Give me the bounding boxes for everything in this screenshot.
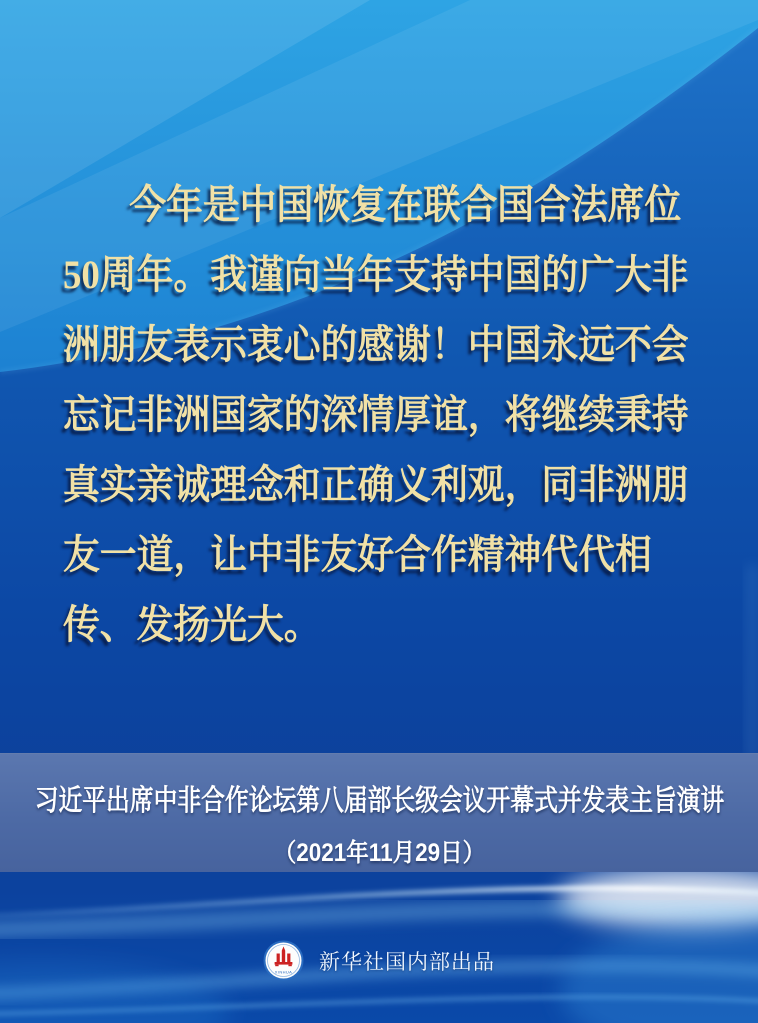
- logo-ring-text: XINHUA: [274, 969, 293, 975]
- quote-line-4: 忘记非洲国家的深情厚谊，将继续秉持: [63, 392, 689, 437]
- footer-credit-text: 新华社国内部出品: [319, 950, 495, 974]
- caption-title: 习近平出席中非合作论坛第八届部长级会议开幕式并发表主旨演讲: [34, 785, 724, 817]
- quote-line-1: 今年是中国恢复在联合国合法席位: [129, 182, 682, 227]
- caption-date: （2021年11月29日）: [273, 839, 485, 867]
- quote-line-7: 传、发扬光大。: [63, 602, 321, 647]
- quote-line-2: 50周年。我谨向当年支持中国的广大非: [63, 252, 689, 297]
- xinhua-logo-icon: [263, 940, 304, 981]
- footer-credit: [0, 940, 758, 981]
- quote-line-3: 洲朋友表示衷心的感谢！中国永远不会: [63, 322, 689, 367]
- quote-line-6: 友一道，让中非友好合作精神代代相: [63, 532, 652, 577]
- quote-line-5: 真实亲诚理念和正确义利观，同非洲朋: [63, 462, 689, 507]
- quote-block: [63, 170, 743, 660]
- caption-band: [0, 753, 758, 872]
- right-edge-glow: [747, 565, 758, 760]
